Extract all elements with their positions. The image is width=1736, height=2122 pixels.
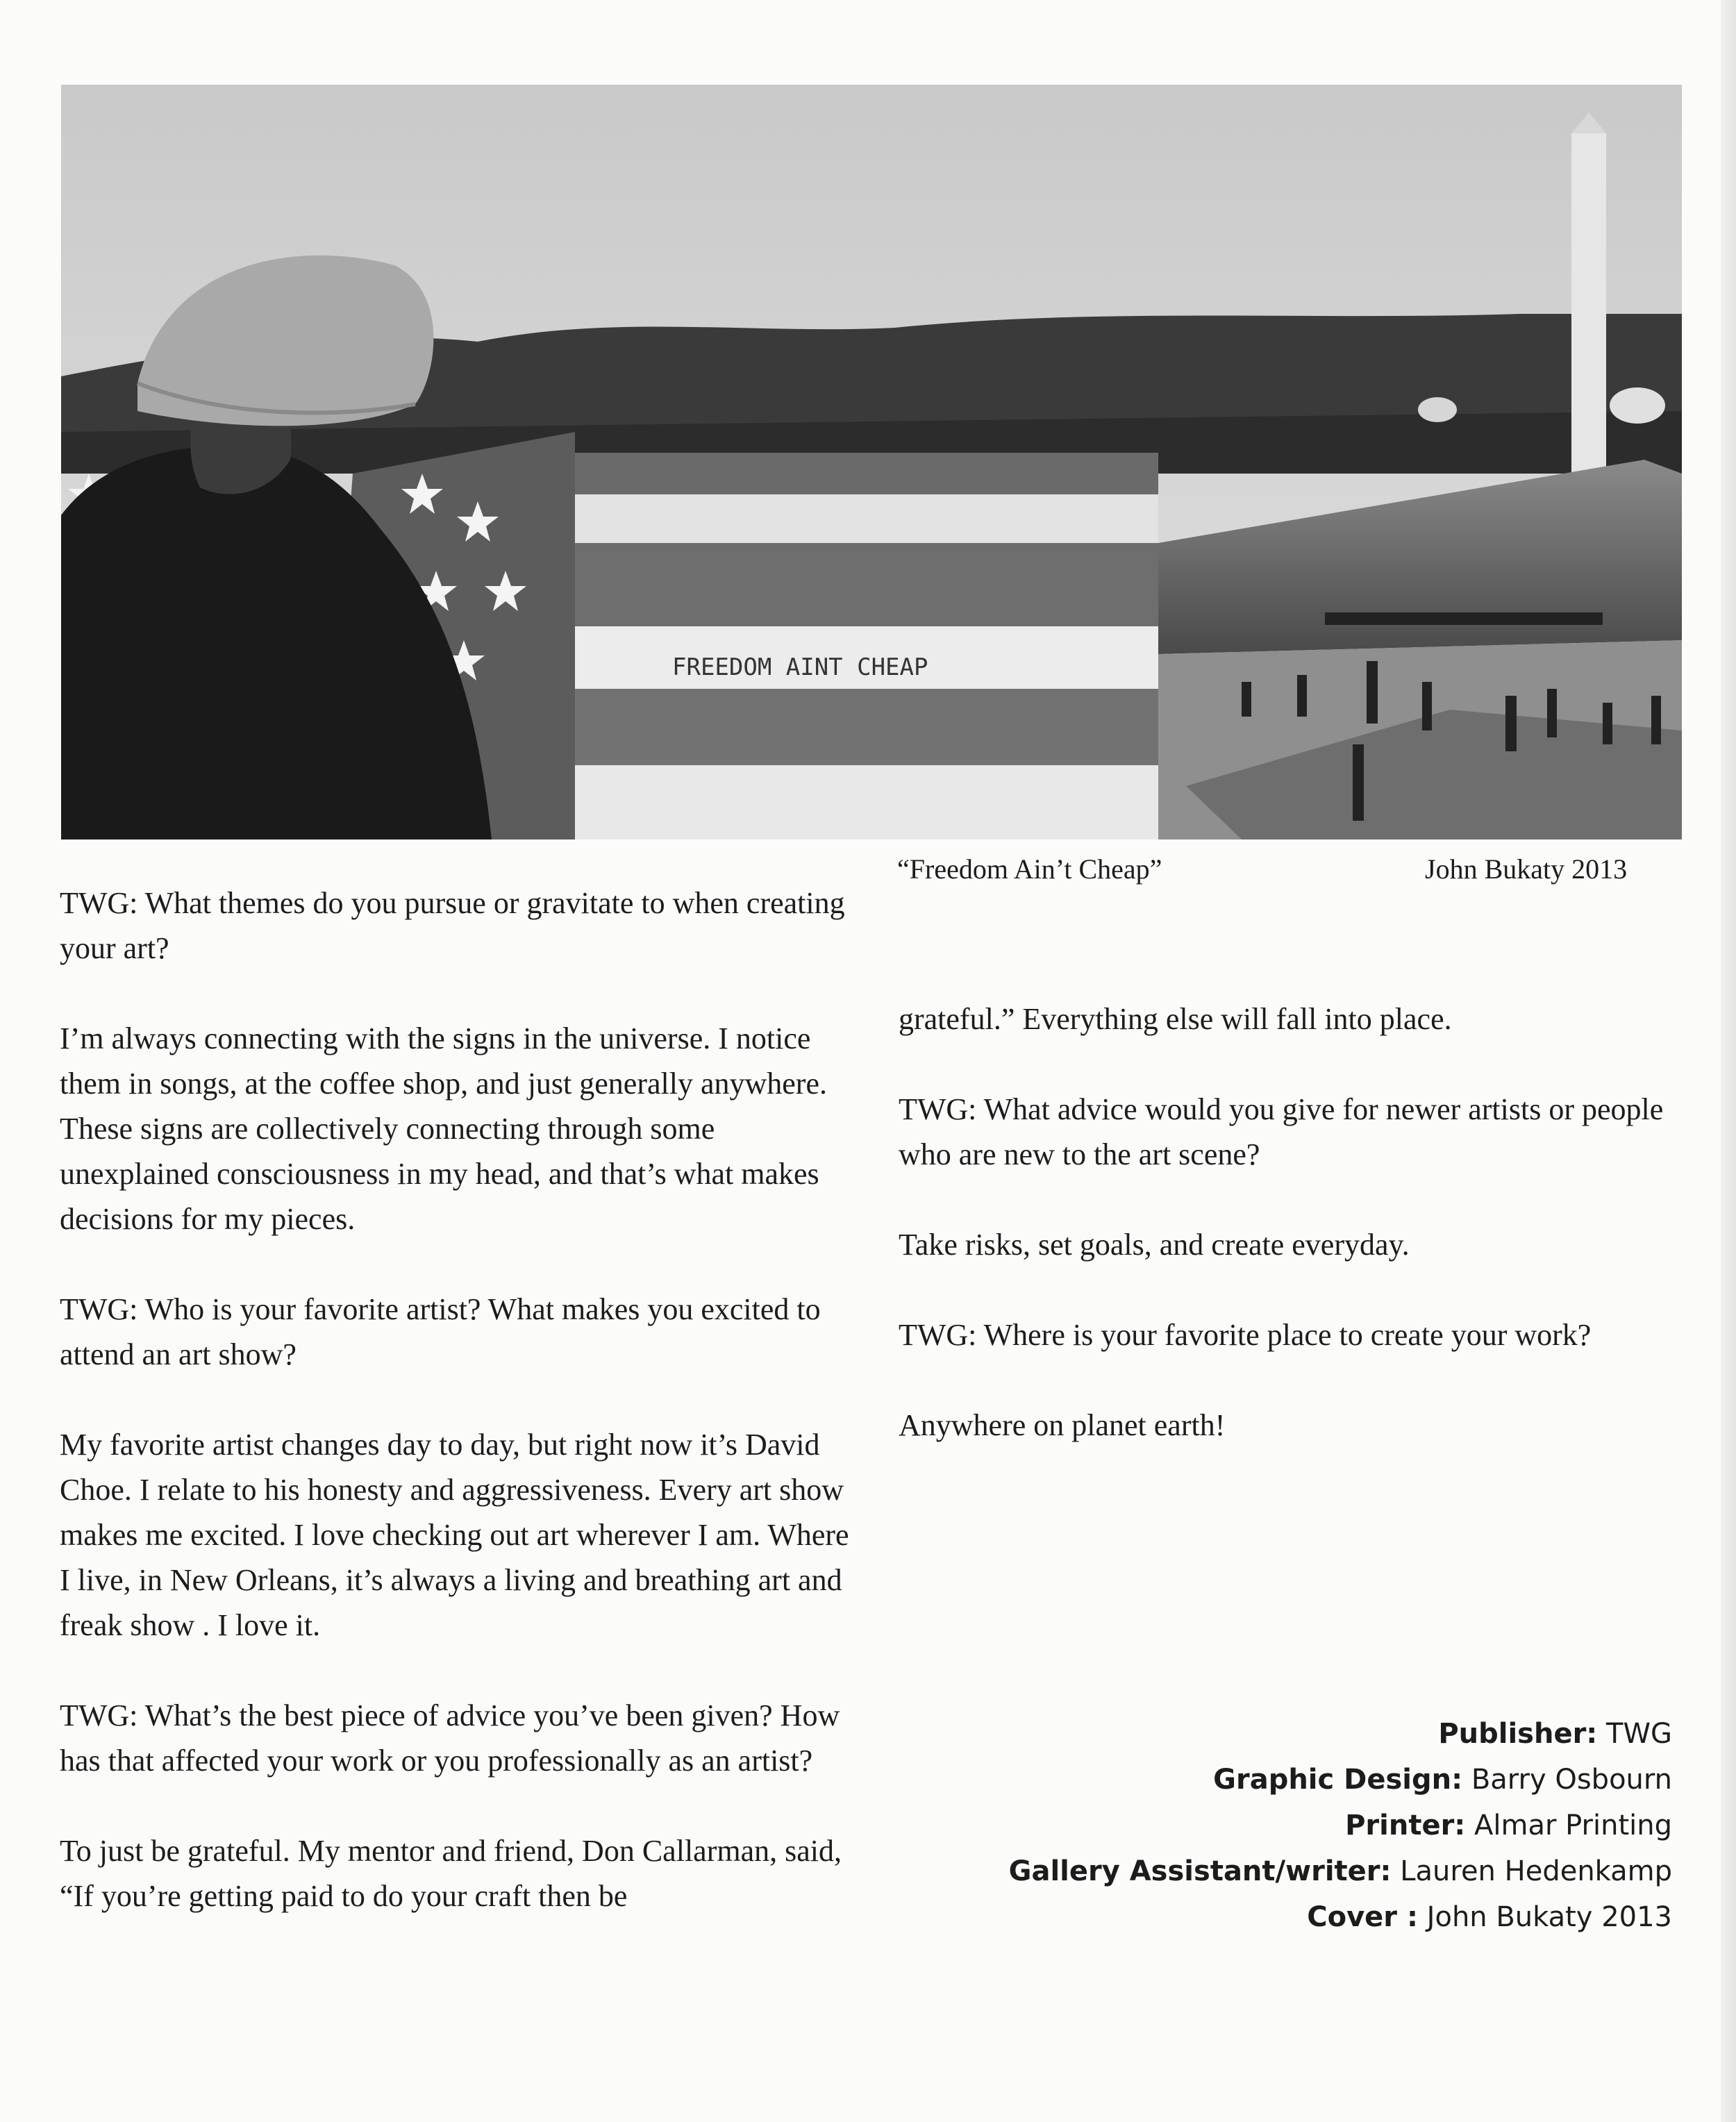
credit-value: TWG — [1606, 1718, 1672, 1750]
credit-label: Graphic Design: — [1213, 1764, 1463, 1796]
credit-graphic-design — [1009, 1757, 1672, 1803]
question-favorite-artist: TWG: Who is your favorite artist? What makes you excited to attend an art show? — [60, 1292, 821, 1371]
photo-caption-title: “Freedom Ain’t Cheap” — [897, 853, 1162, 885]
cover-photo — [61, 85, 1682, 839]
question-newer-artists: TWG: What advice would you give for newer artists or people who are new to the art scene? — [899, 1092, 1664, 1171]
answer-favorite-artist: My favorite artist changes day to day, but right now it’s David Choe. I relate to his honesty and aggressiveness. Every art show makes me excited. I love checking out art wherever I am. Where I live, in New Orleans, it’s always a living and breathing art and freak show . I love it. — [60, 1428, 849, 1642]
credit-label: Publisher: — [1438, 1718, 1598, 1750]
credit-label: Printer: — [1345, 1810, 1466, 1841]
answer-themes: I’m always connecting with the signs in the universe. I notice them in songs, at the coffee shop, and just generally anywhere. These signs are collectively connecting through some unexplained consciousness in my head, and that’s what makes decisions for my pieces. — [60, 1021, 827, 1236]
credit-cover — [1009, 1894, 1672, 1940]
credit-value: Barry Osbourn — [1471, 1764, 1672, 1796]
painting-text: FREEDOM AINT CHEAP — [672, 653, 928, 681]
credit-label: Gallery Assistant/writer: — [1008, 1855, 1392, 1887]
answer-best-advice-end: grateful.” Everything else will fall into place. — [899, 1002, 1452, 1036]
photo-illustration — [61, 85, 1682, 839]
photo-caption-credit: John Bukaty 2013 — [1425, 853, 1628, 885]
interview-left-column — [60, 880, 865, 1964]
credit-publisher — [1009, 1711, 1672, 1757]
answer-favorite-place: Anywhere on planet earth! — [899, 1408, 1226, 1442]
credit-label: Cover : — [1307, 1901, 1418, 1933]
interview-right-column — [899, 996, 1683, 1493]
question-themes: TWG: What themes do you pursue or gravitate to when creating your art? — [60, 886, 845, 965]
credit-value: Almar Printing — [1474, 1810, 1672, 1841]
answer-newer-artists: Take risks, set goals, and create everyday. — [899, 1228, 1410, 1262]
question-best-advice: TWG: What’s the best piece of advice you’ve been given? How has that affected your work or you professionally as an artist? — [60, 1698, 840, 1778]
credit-gallery-assistant — [1009, 1848, 1672, 1894]
credit-printer — [1009, 1803, 1672, 1848]
credit-value: Lauren Hedenkamp — [1400, 1855, 1672, 1887]
credits-block — [1009, 1711, 1672, 1940]
answer-best-advice-start: To just be grateful. My mentor and friend, Don Callarman, said, “If you’re getting paid to do your craft then be — [60, 1834, 842, 1913]
credit-value: John Bukaty 2013 — [1426, 1901, 1672, 1933]
question-favorite-place: TWG: Where is your favorite place to create your work? — [899, 1318, 1592, 1352]
page-edge — [1721, 0, 1736, 2122]
